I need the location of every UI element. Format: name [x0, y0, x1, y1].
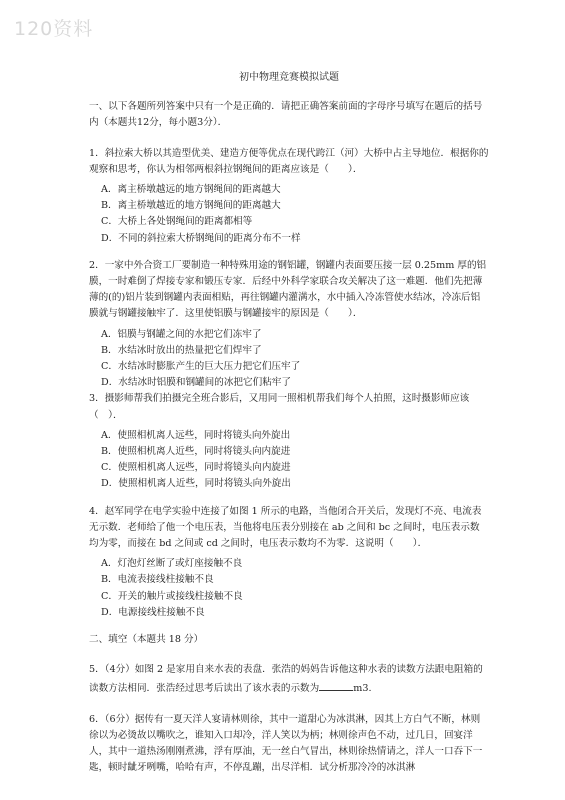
- question-3-option-b: B．使照相机离人近些，同时将镜头向内旋进: [101, 446, 291, 458]
- question-6-stem: 6．（6分）据传有一夏天洋人宴请林则徐，其中一道甜心为冰淇淋，因其上方白气不断，林则徐以为必烫故以嘴吹之，谁知入口却冷，洋人笑以为柄；林则徐声色不动，过几日，回宴洋人，其中一道热汤刚刚煮沸，浮有厚油，无一丝白气冒出，林则徐热情请之，洋人一口吞下一匙，顿时龇牙咧嘴，哈哈有声，不停乱蹦，出尽洋相．试分析那冷冷的冰淇淋: [89, 713, 483, 774]
- question-3-options: [89, 428, 489, 493]
- section-1-heading: 一、以下各题所列答案中只有一个是正确的．请把正确答案前面的字母序号填写在题后的括号内（本题共12分，每小题3分）．: [89, 101, 483, 129]
- question-4: [89, 504, 489, 621]
- question-1-stem: 1．斜拉索大桥以其造型优美、建造方便等优点在现代跨江（河）大桥中占主导地位．根据你的观察和思考，你认为相邻两根斜拉钢绳间的距离应该是（ ）．: [89, 147, 489, 175]
- question-2-option-c: C．水结冰时膨胀产生的巨大压力把它们压牢了: [101, 361, 301, 373]
- section-2-heading: 二、填空（本题共 18 分）: [89, 634, 204, 646]
- exam-document: [89, 70, 489, 781]
- question-2-options: [89, 327, 489, 392]
- question-2-stem: 2．一家中外合资工厂要制造一种特殊用途的钢铝罐，钢罐内表面要压接一层 0.25mm 厚的铝膜，一时难倒了焊接专家和锻压专家．后经中外科学家联合攻关解决了这一难题．他们先把薄薄的(的)铝片装到钢罐内表面相贴，再往钢罐内灌满水，水中插入冷冻管使水结冰，冷冻后铝膜就与钢罐接触牢了．这里使铝膜与钢罐接牢的原因是（ ）．: [89, 259, 487, 320]
- question-5-stem: 5．（4分）如图 2 是家用自来水表的表盘．张浩的妈妈告诉他这种水表的读数方法跟电阻箱的读数方法相同．张浩经过思考后读出了该水表的示数为: [89, 664, 483, 694]
- question-3-option-a: A．使照相机离人远些，同时将镜头向外旋出: [101, 429, 291, 441]
- question-4-option-b: B．电流表接线柱接触不良: [101, 574, 214, 586]
- question-4-stem: 4．赵军同学在电学实验中连接了如图 1 所示的电路，当他闭合开关后，发现灯不亮、电流表无示数．老师给了他一个电压表，当他将电压表分别接在 ab 之间和 bc 之间时，电压表示数均为零，而接在 bd 之间或 cd 之间时，电压表示数均不为零．这说明（ ）．: [89, 505, 482, 550]
- question-1-option-a: A．离主桥墩越远的地方钢绳间的距离越大: [101, 184, 281, 196]
- question-1-option-b: B．离主桥墩越近的地方钢绳间的距离越大: [101, 200, 281, 212]
- question-1-option-c: C．大桥上各处钢绳间的距离都相等: [101, 216, 253, 228]
- question-1-option-d: D．不同的斜拉索大桥钢绳间的距离分布不一样: [101, 232, 301, 244]
- page-title: 初中物理竞赛模拟试题: [239, 72, 339, 83]
- question-1-options: [89, 182, 489, 247]
- question-2-option-d: D．水结冰时铝膜和钢罐间的冰把它们粘牢了: [101, 377, 291, 389]
- question-5: [89, 662, 489, 696]
- question-2-option-a: A．铝膜与钢罐之间的水把它们冻牢了: [101, 328, 262, 340]
- question-4-option-a: A．灯泡灯丝断了或灯座接触不良: [101, 558, 243, 570]
- question-4-option-c: C．开关的触片或接线柱接触不良: [101, 590, 243, 602]
- question-4-options: [89, 556, 489, 621]
- watermark-logo: 120资料: [14, 18, 94, 40]
- question-3: [89, 391, 489, 492]
- question-1: [89, 146, 489, 247]
- answer-blank[interactable]: [319, 679, 353, 691]
- question-3-stem: 3．摄影师帮我们拍摄完全班合影后，又用同一照相机帮我们每个人拍照，这时摄影师应该（ ）．: [89, 393, 470, 421]
- question-4-option-d: D．电源接线柱接触不良: [101, 606, 205, 618]
- question-3-option-c: C．使照相机离人远些，同时将镜头向内旋进: [101, 462, 291, 474]
- question-2: [89, 258, 489, 392]
- question-2-option-b: B．水结冰时放出的热量把它们焊牢了: [101, 344, 262, 356]
- question-5-unit: m3.: [353, 682, 372, 694]
- question-3-option-d: D．使照相机离人近些，同时将镜头向外旋出: [101, 478, 291, 490]
